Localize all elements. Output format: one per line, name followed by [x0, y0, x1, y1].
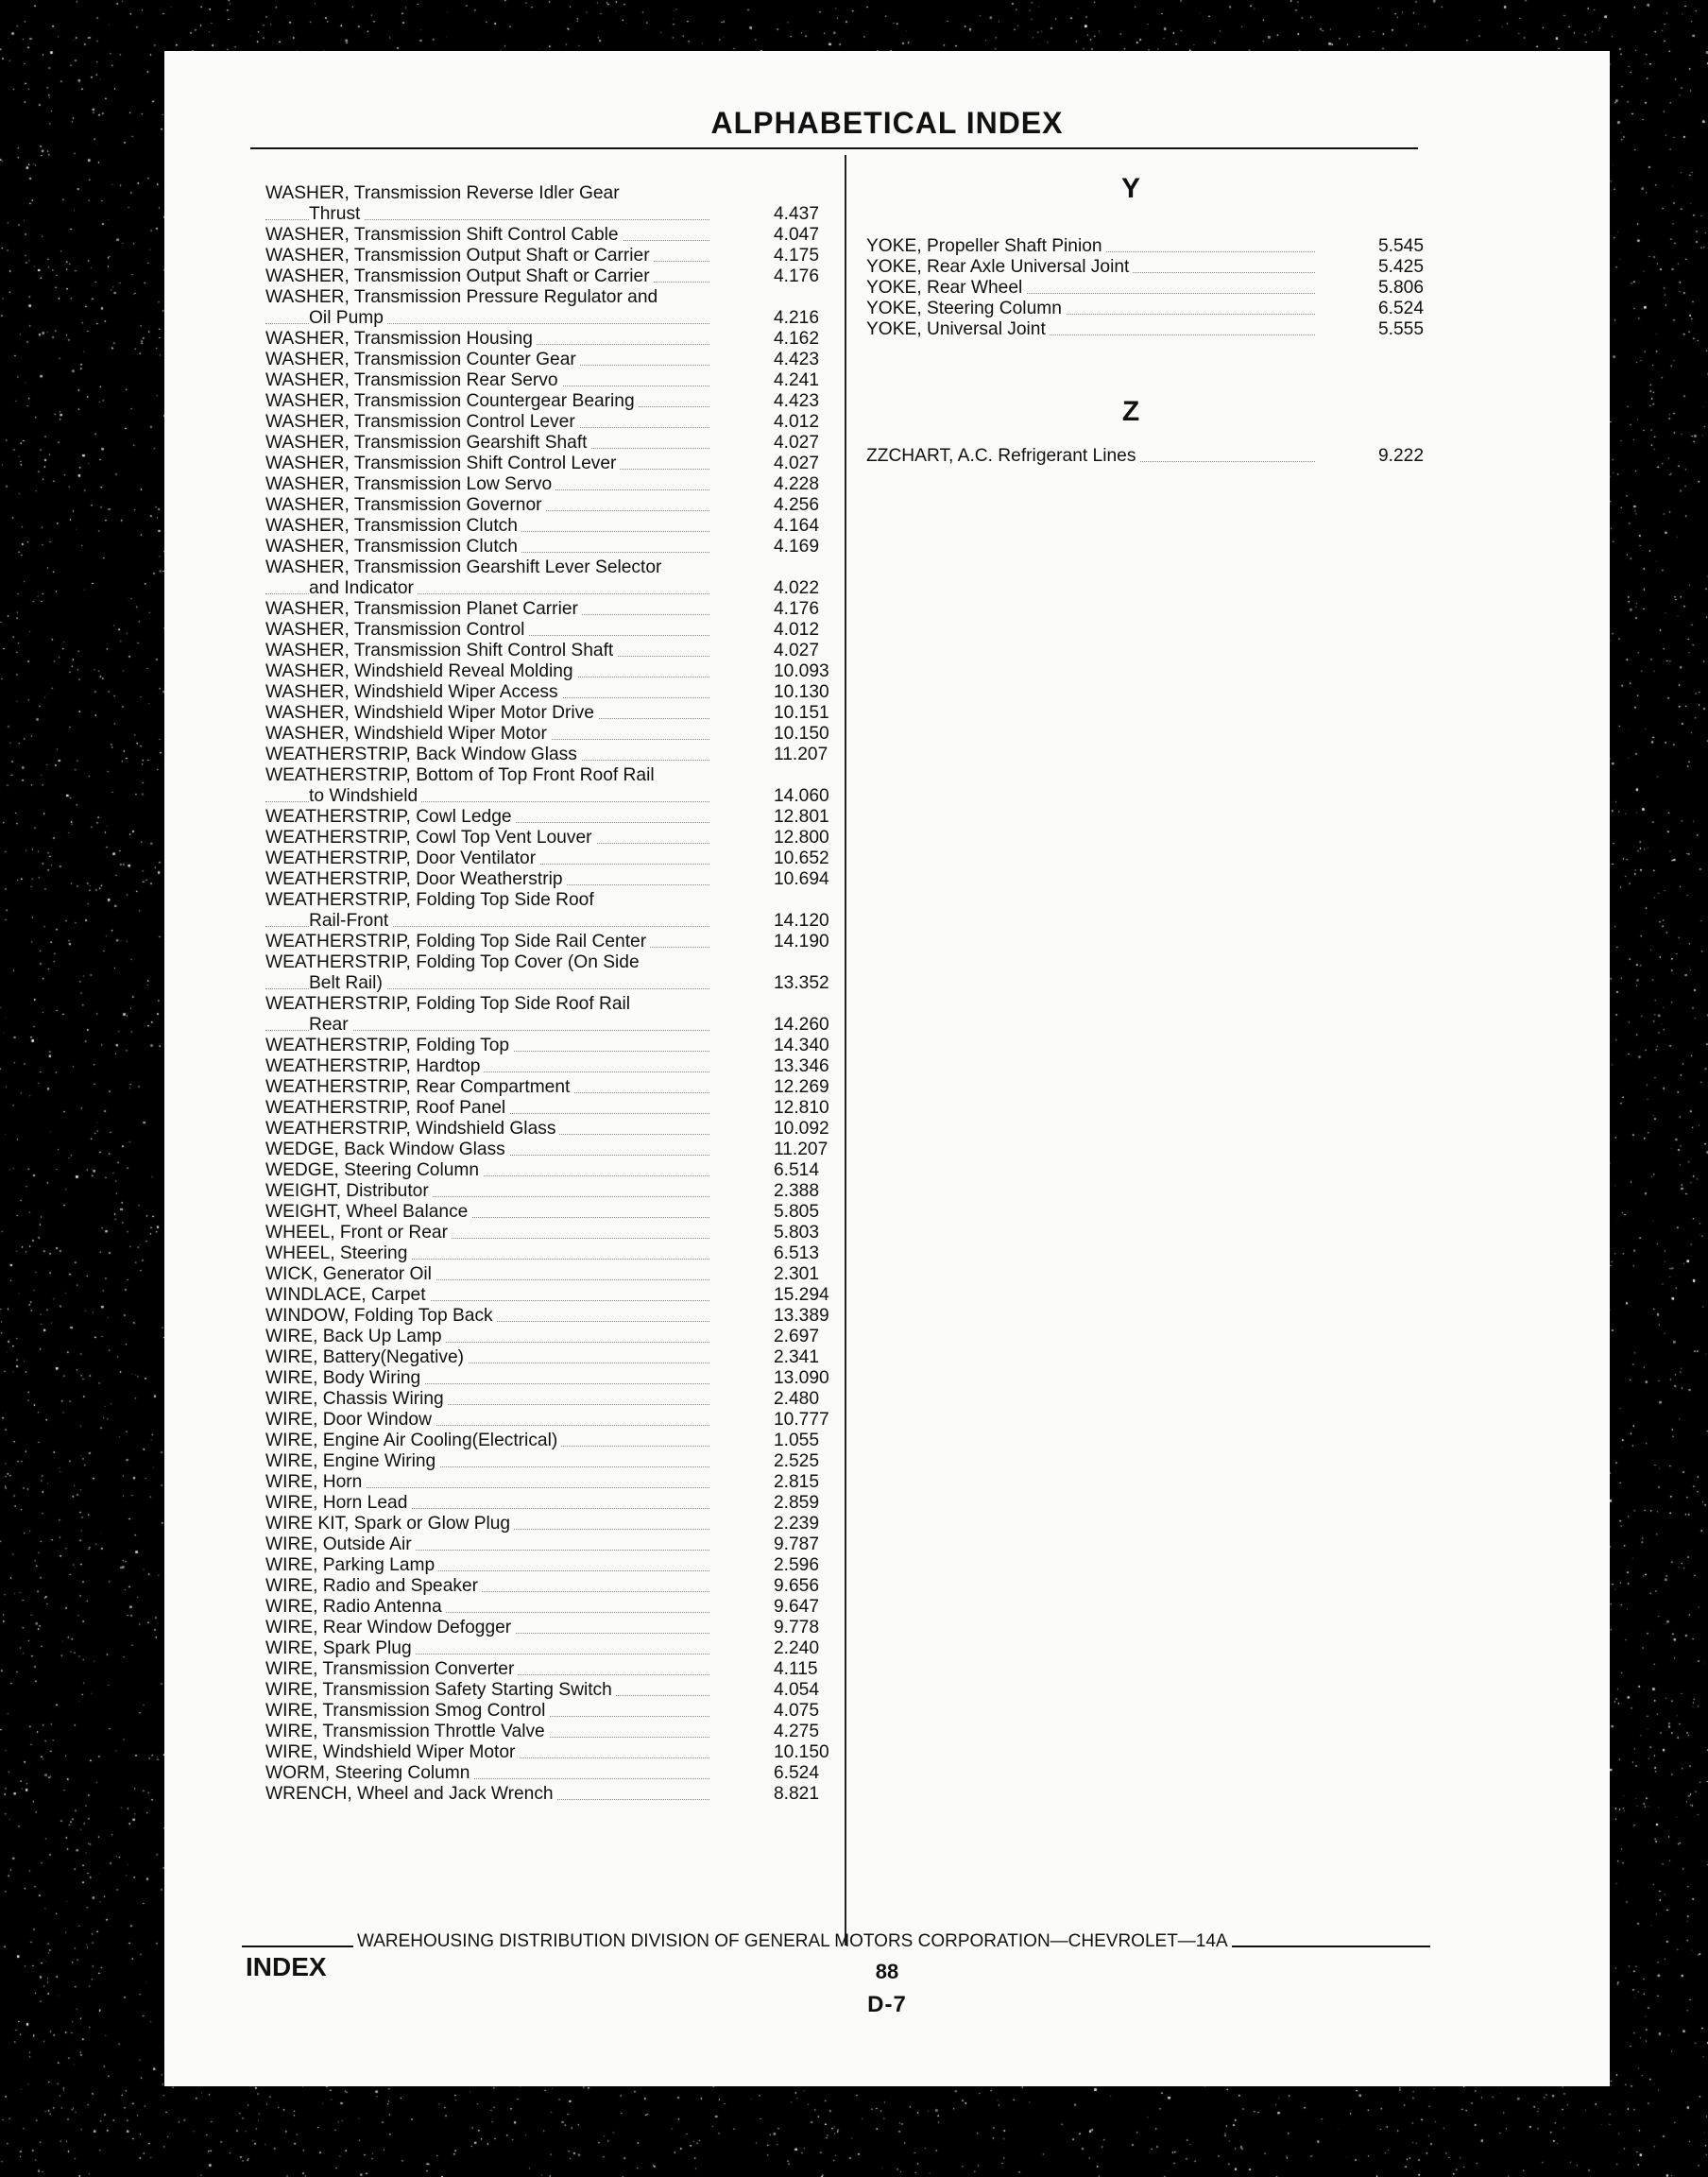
entry-page: 4.423: [774, 391, 820, 411]
entry-text: WINDLACE, Carpet: [265, 1285, 430, 1305]
entry-page: 15.294: [774, 1285, 829, 1305]
entry-text: WEDGE, Back Window Glass: [265, 1140, 509, 1159]
entry-page: 5.805: [774, 1202, 820, 1222]
index-entry: [265, 828, 832, 849]
index-entry: [265, 1306, 832, 1327]
entry-page: 10.777: [774, 1410, 829, 1430]
entry-text: YOKE, Rear Wheel: [866, 278, 1026, 298]
entry-page: 10.694: [774, 869, 829, 889]
entry-text: WIRE KIT, Spark or Glow Plug: [265, 1514, 514, 1534]
entry-page: 2.480: [774, 1389, 820, 1409]
entry-page: 2.301: [774, 1264, 820, 1284]
entry-text: WEATHERSTRIP, Folding Top Side Roof Rail: [265, 994, 634, 1014]
page-title: ALPHABETICAL INDEX: [710, 106, 1064, 140]
index-entry: [265, 204, 832, 225]
index-entry: [866, 446, 1433, 467]
entry-page: 14.190: [774, 932, 829, 951]
index-entry: [265, 1015, 832, 1036]
index-entry: [265, 412, 832, 433]
index-entry: [265, 1285, 832, 1306]
right-column-entries: [866, 170, 1433, 467]
entry-text: WASHER, Transmission Clutch: [265, 516, 521, 536]
entry-text: WEATHERSTRIP, Door Weatherstrip: [265, 869, 567, 889]
entry-page: 10.150: [774, 724, 829, 744]
entry-page: 5.425: [1378, 257, 1425, 277]
index-entry: [265, 454, 832, 474]
entry-text: WEATHERSTRIP, Cowl Top Vent Louver: [265, 828, 596, 848]
entry-text: and Indicator: [309, 578, 418, 598]
section-gap: [866, 340, 1433, 393]
entry-page: 2.240: [774, 1638, 820, 1658]
entry-text: WIRE, Engine Air Cooling(Electrical): [265, 1431, 561, 1450]
index-entry: [265, 391, 832, 412]
entry-text: WINDOW, Folding Top Back: [265, 1306, 497, 1326]
entry-page: 4.012: [774, 620, 820, 640]
index-entry: [265, 1514, 832, 1534]
section-letter: Y: [1120, 173, 1140, 204]
index-entry: [265, 516, 832, 537]
entry-text: WEATHERSTRIP, Hardtop: [265, 1056, 484, 1076]
entry-page: 4.423: [774, 350, 820, 369]
index-entry: [265, 661, 832, 682]
entry-text: WIRE, Transmission Throttle Valve: [265, 1722, 549, 1741]
page-number: 88: [875, 1960, 899, 1983]
entry-page: 10.092: [774, 1119, 829, 1139]
index-entry: [866, 319, 1433, 340]
index-entry: [265, 786, 832, 807]
entry-text: WIRE, Engine Wiring: [265, 1451, 439, 1471]
index-entry: [265, 495, 832, 516]
title-rule: [250, 147, 1418, 149]
entry-text: WIRE, Transmission Converter: [265, 1659, 518, 1679]
entry-page: 9.222: [1378, 446, 1425, 466]
entry-page: 6.514: [774, 1160, 820, 1180]
index-entry: [265, 1389, 832, 1410]
entry-text: WASHER, Transmission Output Shaft or Carrier: [265, 246, 654, 266]
entry-text: WASHER, Windshield Wiper Access: [265, 682, 562, 702]
entry-text: WIRE, Transmission Safety Starting Switch: [265, 1680, 616, 1700]
entry-page: 13.346: [774, 1056, 829, 1076]
index-entry: [265, 287, 832, 308]
index-entry: [265, 1077, 832, 1098]
entry-page: 2.815: [774, 1472, 820, 1492]
index-entry: [265, 1763, 832, 1784]
index-entry: [265, 1098, 832, 1119]
entry-text: YOKE, Universal Joint: [866, 319, 1050, 339]
entry-text: WIRE, Battery(Negative): [265, 1347, 468, 1367]
entry-page: 14.260: [774, 1015, 829, 1035]
index-entry: [265, 1160, 832, 1181]
entry-page: 6.524: [1378, 299, 1425, 318]
index-entry: [265, 952, 832, 973]
index-entry: [265, 1701, 832, 1722]
index-entry: [866, 257, 1433, 278]
entry-page: 10.652: [774, 849, 829, 868]
entry-text: WIRE, Horn Lead: [265, 1493, 411, 1513]
entry-page: 2.388: [774, 1181, 820, 1201]
entry-text: to Windshield: [309, 786, 421, 806]
entry-page: 4.175: [774, 246, 820, 266]
index-entry: [265, 1368, 832, 1389]
index-entry: [265, 266, 832, 287]
index-entry: [265, 849, 832, 869]
entry-text: YOKE, Propeller Shaft Pinion: [866, 236, 1106, 256]
index-entry: [265, 994, 832, 1015]
entry-page: 4.022: [774, 578, 820, 598]
index-entry: [265, 1264, 832, 1285]
index-entry: [265, 225, 832, 246]
entry-page: 12.800: [774, 828, 829, 848]
entry-text: Oil Pump: [309, 308, 387, 328]
entry-text: WASHER, Transmission Shift Control Shaft: [265, 641, 617, 660]
entry-page: 2.525: [774, 1451, 820, 1471]
entry-page: 10.130: [774, 682, 829, 702]
entry-page: 10.150: [774, 1742, 829, 1762]
index-entry: [265, 1410, 832, 1431]
entry-page: 5.555: [1378, 319, 1425, 339]
index-entry: [265, 1223, 832, 1243]
entry-page: 9.656: [774, 1576, 820, 1596]
entry-text: Thrust: [309, 204, 364, 224]
entry-text: WIRE, Radio and Speaker: [265, 1576, 482, 1596]
entry-text: WASHER, Windshield Reveal Molding: [265, 661, 577, 681]
index-entry: [265, 1576, 832, 1597]
index-entry: [265, 911, 832, 932]
entry-text: ZZCHART, A.C. Refrigerant Lines: [866, 446, 1139, 466]
entry-text: WIRE, Door Window: [265, 1410, 436, 1430]
index-entry: [265, 1534, 832, 1555]
entry-page: 13.352: [774, 973, 829, 993]
index-entry: [265, 350, 832, 370]
index-entry: [265, 329, 832, 350]
entry-text: WASHER, Transmission Reverse Idler Gear: [265, 183, 623, 203]
section-code: D-7: [867, 1992, 907, 2017]
index-entry: [265, 1742, 832, 1763]
index-entry: [265, 1431, 832, 1451]
entry-text: WASHER, Transmission Housing: [265, 329, 537, 349]
index-entry: [265, 745, 832, 765]
entry-text: WASHER, Transmission Counter Gear: [265, 350, 580, 369]
entry-text: WASHER, Transmission Low Servo: [265, 474, 555, 494]
index-entry: [265, 641, 832, 661]
entry-text: WEATHERSTRIP, Door Ventilator: [265, 849, 539, 868]
index-entry: [265, 703, 832, 724]
index-entry: [265, 1036, 832, 1056]
entry-text: WASHER, Windshield Wiper Motor: [265, 724, 551, 744]
entry-text: WASHER, Transmission Gearshift Shaft: [265, 433, 591, 453]
index-entry: [265, 1597, 832, 1618]
entry-text: WEATHERSTRIP, Cowl Ledge: [265, 807, 516, 827]
entry-page: 4.162: [774, 329, 820, 349]
entry-text: WIRE, Transmission Smog Control: [265, 1701, 549, 1721]
publisher-text: WAREHOUSING DISTRIBUTION DIVISION OF GENERAL MOTORS CORPORATION—CHEVROLET—14A: [357, 1931, 1228, 1951]
entry-text: WICK, Generator Oil: [265, 1264, 436, 1284]
index-entry: [265, 765, 832, 786]
left-column-entries: [265, 183, 832, 1805]
entry-page: 4.047: [774, 225, 820, 245]
index-entry: [866, 278, 1433, 299]
index-entry: [265, 1472, 832, 1493]
entry-text: WASHER, Transmission Countergear Bearing: [265, 391, 639, 411]
entry-text: WASHER, Transmission Pressure Regulator and: [265, 287, 661, 307]
entry-text: Belt Rail): [309, 973, 386, 993]
entry-text: WEATHERSTRIP, Back Window Glass: [265, 745, 581, 764]
entry-text: WIRE, Parking Lamp: [265, 1555, 438, 1575]
index-entry: [265, 433, 832, 454]
entry-text: WEATHERSTRIP, Folding Top Side Rail Center: [265, 932, 650, 951]
entry-page: 4.115: [774, 1659, 818, 1679]
index-entry: [265, 308, 832, 329]
entry-page: 4.027: [774, 454, 820, 473]
footer-rule-right: [1232, 1946, 1430, 1947]
entry-page: 12.269: [774, 1077, 829, 1097]
entry-text: WEIGHT, Wheel Balance: [265, 1202, 471, 1222]
entry-text: YOKE, Rear Axle Universal Joint: [866, 257, 1133, 277]
entry-page: 2.697: [774, 1327, 820, 1346]
entry-page: 5.803: [774, 1223, 820, 1243]
entry-text: WEATHERSTRIP, Folding Top: [265, 1036, 513, 1055]
index-entry: [265, 1555, 832, 1576]
entry-page: 4.164: [774, 516, 820, 536]
entry-text: WIRE, Radio Antenna: [265, 1597, 446, 1617]
entry-page: 5.545: [1378, 236, 1425, 256]
index-entry: [265, 1119, 832, 1140]
entry-text: WHEEL, Front or Rear: [265, 1223, 452, 1243]
index-entry: [265, 973, 832, 994]
section-letter: Z: [1121, 396, 1140, 427]
entry-text: WIRE, Horn: [265, 1472, 366, 1492]
entry-page: 2.859: [774, 1493, 820, 1513]
index-entry: [265, 1347, 832, 1368]
entry-text: WASHER, Transmission Gearshift Lever Selector: [265, 557, 665, 577]
entry-text: WASHER, Transmission Output Shaft or Carrier: [265, 266, 654, 286]
entry-page: 6.524: [774, 1763, 820, 1783]
entry-page: 4.075: [774, 1701, 820, 1721]
entry-text: WASHER, Transmission Governor: [265, 495, 546, 515]
index-entry: [265, 1056, 832, 1077]
entry-page: 4.027: [774, 433, 820, 453]
entry-page: 4.169: [774, 537, 820, 557]
entry-page: 4.228: [774, 474, 820, 494]
entry-text: WIRE, Back Up Lamp: [265, 1327, 446, 1346]
entry-text: WIRE, Body Wiring: [265, 1368, 424, 1388]
entry-text: Rail-Front: [309, 911, 392, 931]
index-entry: [265, 1659, 832, 1680]
entry-page: 5.806: [1378, 278, 1425, 298]
entry-page: 10.093: [774, 661, 829, 681]
entry-text: WORM, Steering Column: [265, 1763, 473, 1783]
entry-page: 4.216: [774, 308, 820, 328]
entry-text: YOKE, Steering Column: [866, 299, 1066, 318]
entry-page: 12.801: [774, 807, 829, 827]
letter-gap: [866, 431, 1433, 446]
entry-text: WASHER, Windshield Wiper Motor Drive: [265, 703, 598, 723]
entry-page: 2.341: [774, 1347, 820, 1367]
entry-page: 14.120: [774, 911, 829, 931]
entry-page: 4.437: [774, 204, 820, 224]
index-entry: [265, 620, 832, 641]
index-entry: [265, 1638, 832, 1659]
entry-page: 13.389: [774, 1306, 829, 1326]
entry-page: 9.778: [774, 1618, 820, 1637]
entry-page: 4.275: [774, 1722, 820, 1741]
section-label: INDEX: [246, 1952, 327, 1981]
entry-page: 4.054: [774, 1680, 820, 1700]
entry-text: WASHER, Transmission Clutch: [265, 537, 521, 557]
entry-page: 4.012: [774, 412, 820, 432]
index-entry: [265, 1784, 832, 1805]
index-entry: [265, 474, 832, 495]
index-entry: [265, 869, 832, 890]
entry-page: 13.090: [774, 1368, 829, 1388]
entry-text: WASHER, Transmission Control Lever: [265, 412, 579, 432]
entry-page: 12.810: [774, 1098, 829, 1118]
entry-text: WRENCH, Wheel and Jack Wrench: [265, 1784, 557, 1804]
index-entry: [866, 236, 1433, 257]
index-entry: [265, 1140, 832, 1160]
entry-page: 6.513: [774, 1243, 820, 1263]
entry-text: WEATHERSTRIP, Folding Top Side Roof: [265, 890, 598, 910]
index-entry: [265, 1618, 832, 1638]
publisher-line: [242, 1931, 1430, 1952]
index-entry: [265, 1493, 832, 1514]
index-entry: [265, 1451, 832, 1472]
entry-text: WEDGE, Steering Column: [265, 1160, 483, 1180]
entry-text: WASHER, Transmission Planet Carrier: [265, 599, 582, 619]
entry-page: 11.207: [774, 1140, 828, 1159]
index-entry: [265, 183, 832, 204]
entry-text: WEATHERSTRIP, Rear Compartment: [265, 1077, 573, 1097]
index-entry: [265, 1327, 832, 1347]
index-entry: [265, 932, 832, 952]
entry-page: 4.176: [774, 266, 820, 286]
entry-text: WEIGHT, Distributor: [265, 1181, 433, 1201]
entry-page: 11.207: [774, 745, 828, 764]
entry-page: 14.340: [774, 1036, 829, 1055]
entry-page: 9.787: [774, 1534, 820, 1554]
entry-page: 1.055: [774, 1431, 820, 1450]
entry-text: WASHER, Transmission Shift Control Cable: [265, 225, 623, 245]
entry-text: WEATHERSTRIP, Bottom of Top Front Roof Rail: [265, 765, 658, 785]
entry-page: 4.176: [774, 599, 820, 619]
entry-text: WEATHERSTRIP, Folding Top Cover (On Side: [265, 952, 643, 972]
footer-rule-left: [242, 1946, 353, 1947]
entry-page: 2.239: [774, 1514, 820, 1534]
entry-page: 9.647: [774, 1597, 820, 1617]
index-entry: [265, 599, 832, 620]
entry-page: 4.241: [774, 370, 820, 390]
index-entry: [265, 370, 832, 391]
entry-text: Rear: [309, 1015, 352, 1035]
index-entry: [265, 724, 832, 745]
index-entry: [265, 1243, 832, 1264]
letter-gap: [866, 208, 1433, 236]
index-entry: [265, 1722, 832, 1742]
index-entry: [265, 682, 832, 703]
entry-page: 4.256: [774, 495, 820, 515]
entry-page: 2.596: [774, 1555, 820, 1575]
entry-text: WIRE, Windshield Wiper Motor: [265, 1742, 519, 1762]
index-entry: [265, 1680, 832, 1701]
entry-page: 14.060: [774, 786, 829, 806]
index-entry: [265, 1181, 832, 1202]
entry-text: WIRE, Outside Air: [265, 1534, 416, 1554]
entry-text: WIRE, Chassis Wiring: [265, 1389, 448, 1409]
entry-page: 10.151: [774, 703, 829, 723]
index-entry: [265, 578, 832, 599]
index-entry: [866, 299, 1433, 319]
index-entry: [265, 890, 832, 911]
entry-text: WASHER, Transmission Shift Control Lever: [265, 454, 620, 473]
entry-text: WEATHERSTRIP, Windshield Glass: [265, 1119, 559, 1139]
entry-text: WASHER, Transmission Control: [265, 620, 528, 640]
index-entry: [265, 557, 832, 578]
entry-text: WHEEL, Steering: [265, 1243, 411, 1263]
entry-text: WIRE, Spark Plug: [265, 1638, 416, 1658]
index-entry: [265, 807, 832, 828]
index-page: [164, 51, 1610, 2086]
index-entry: [265, 246, 832, 266]
entry-page: 8.821: [774, 1784, 820, 1804]
entry-text: WIRE, Rear Window Defogger: [265, 1618, 515, 1637]
index-entry: [265, 537, 832, 557]
index-entry: [265, 1202, 832, 1223]
entry-page: 4.027: [774, 641, 820, 660]
entry-text: WEATHERSTRIP, Roof Panel: [265, 1098, 509, 1118]
entry-text: WASHER, Transmission Rear Servo: [265, 370, 562, 390]
